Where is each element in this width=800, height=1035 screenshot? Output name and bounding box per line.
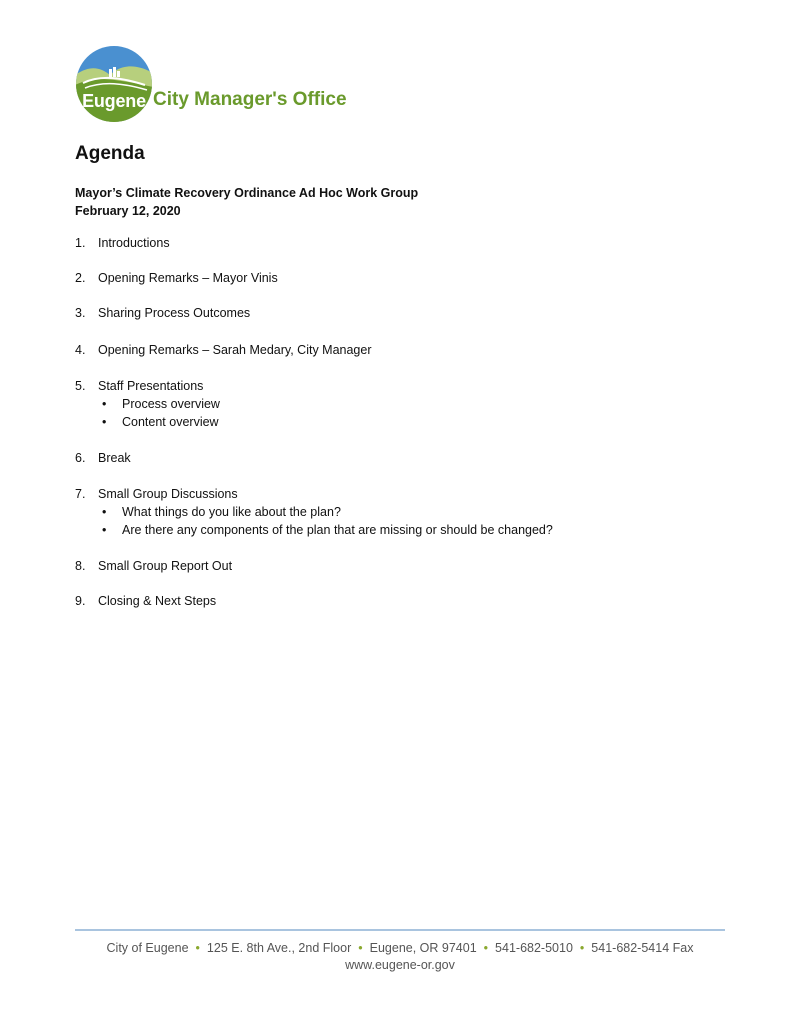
footer-contact-line: [75, 940, 725, 957]
footer-phone: 541-682-5010: [495, 941, 573, 955]
meeting-date: February 12, 2020: [75, 204, 181, 218]
agenda-item-label: Opening Remarks – Mayor Vinis: [98, 271, 278, 285]
agenda-subitem-text: Content overview: [122, 415, 219, 429]
agenda-item-number: 2.: [75, 271, 86, 285]
agenda-item-number: 5.: [75, 379, 86, 393]
agenda-item-label: Staff Presentations: [98, 379, 204, 393]
agenda-subitem-text: Process overview: [122, 397, 220, 411]
agenda-item-number: 6.: [75, 451, 86, 465]
footer-separator: •: [579, 941, 585, 955]
bullet-icon: •: [102, 415, 107, 429]
agenda-item-number: 7.: [75, 487, 86, 501]
agenda-item-label: Small Group Report Out: [98, 559, 233, 573]
bullet-icon: •: [102, 505, 107, 519]
footer-fax: 541-682-5414 Fax: [591, 941, 694, 955]
agenda-item-number: 8.: [75, 559, 86, 573]
meeting-name: Mayor’s Climate Recovery Ordinance Ad Hoc Work Group: [75, 186, 419, 200]
agenda-item-label: Introductions: [98, 236, 170, 250]
footer-address: 125 E. 8th Ave., 2nd Floor: [206, 941, 352, 955]
logo-office-name: City Manager's Office: [153, 89, 347, 110]
agenda-item-label: Small Group Discussions: [98, 487, 238, 501]
meeting-header: [75, 184, 418, 220]
agenda-item-label: Break: [98, 451, 131, 465]
agenda-item-number: 9.: [75, 594, 86, 608]
footer-org: City of Eugene: [106, 941, 189, 955]
agenda-subitem-text: What things do you like about the plan?: [122, 505, 341, 519]
agenda-item-number: 1.: [75, 236, 86, 250]
logo-city-name: Eugene: [82, 91, 146, 111]
footer-separator: •: [483, 941, 489, 955]
footer-city-state: Eugene, OR 97401: [369, 941, 477, 955]
footer: [75, 940, 725, 974]
footer-separator: •: [195, 941, 200, 955]
footer-divider: [75, 929, 725, 931]
agenda-item-number: 3.: [75, 306, 86, 320]
agenda-item-label: Closing & Next Steps: [98, 594, 217, 608]
agenda-item-number: 4.: [75, 343, 86, 357]
agenda-item-label: Opening Remarks – Sarah Medary, City Manager: [98, 343, 372, 357]
agenda-item-label: Sharing Process Outcomes: [98, 306, 251, 320]
bullet-icon: •: [102, 523, 107, 537]
city-logo: [75, 45, 355, 125]
footer-separator: •: [358, 941, 363, 955]
footer-website: www.eugene-or.gov: [345, 958, 455, 972]
agenda-subitem-text: Are there any components of the plan that are missing or should be changed?: [122, 523, 553, 537]
bullet-icon: •: [102, 397, 107, 411]
page-title: Agenda: [75, 143, 145, 164]
